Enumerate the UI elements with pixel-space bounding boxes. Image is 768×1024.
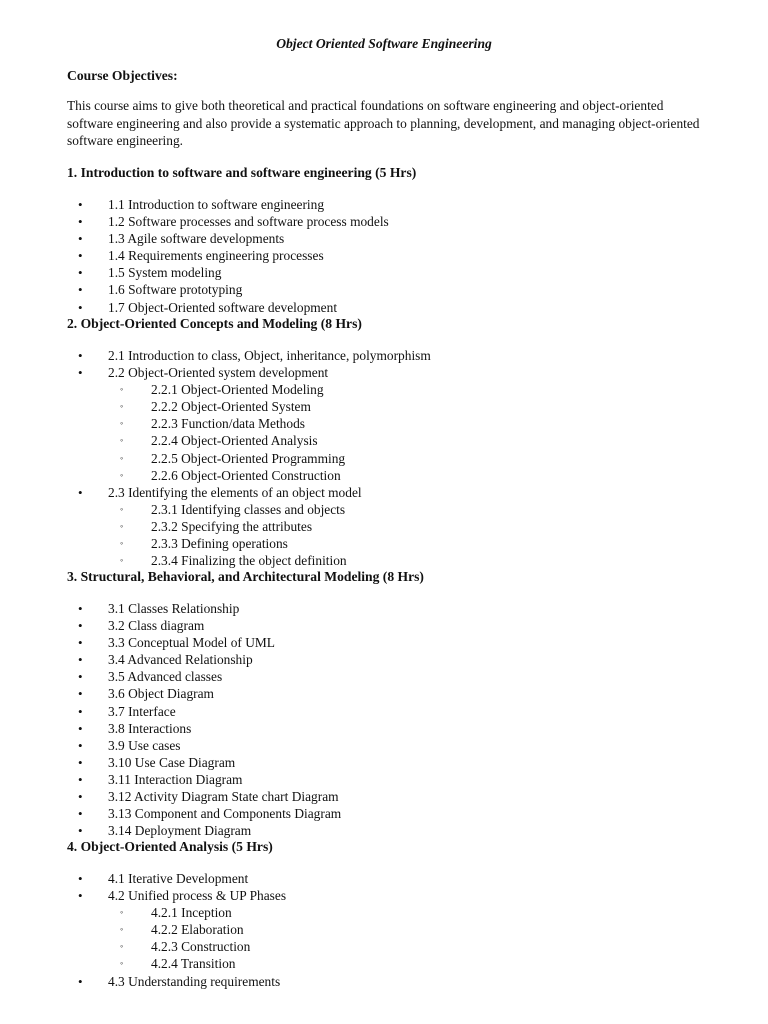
list-item-label: 4.3 Understanding requirements xyxy=(108,973,281,989)
bullet-icon: • xyxy=(78,248,83,264)
section-3 xyxy=(67,568,727,839)
bullet-icon: • xyxy=(78,214,83,230)
list-item-label: 1.2 Software processes and software process models xyxy=(108,214,389,230)
list-item xyxy=(67,788,727,805)
bullet-icon: • xyxy=(78,484,83,500)
sub-list-item xyxy=(67,398,727,415)
section-heading: 4. Object-Oriented Analysis (5 Hrs) xyxy=(67,839,273,854)
list-item-label: 3.4 Advanced Relationship xyxy=(108,652,253,668)
list-item-label: 3.7 Interface xyxy=(108,703,176,719)
sub-list-item-label: 4.2.1 Inception xyxy=(151,905,232,921)
list-item-label: 3.2 Class diagram xyxy=(108,618,205,634)
sub-list-item-label: 2.2.5 Object-Oriented Programming xyxy=(151,450,346,466)
bullet-icon: • xyxy=(78,789,83,805)
list-item-label: 3.14 Deployment Diagram xyxy=(108,823,252,839)
sub-list-item-label: 2.3.2 Specifying the attributes xyxy=(151,518,313,534)
sub-list-item xyxy=(67,955,727,972)
list-item xyxy=(67,600,727,617)
bullet-icon: • xyxy=(78,265,83,281)
section-item-list xyxy=(67,600,727,839)
circle-bullet-icon: ◦ xyxy=(120,924,124,935)
list-item-label: 1.5 System modeling xyxy=(108,265,222,281)
list-item-label: 3.10 Use Case Diagram xyxy=(108,754,236,770)
sub-list-item xyxy=(67,467,727,484)
bullet-icon: • xyxy=(78,888,83,904)
bullet-icon: • xyxy=(78,973,83,989)
sub-list-item xyxy=(67,415,727,432)
sub-list-item xyxy=(67,450,727,467)
list-item-label: 2.2 Object-Oriented system development xyxy=(108,365,329,381)
sub-list-item xyxy=(67,518,727,535)
sub-list-item-label: 2.3.3 Defining operations xyxy=(151,536,288,552)
section-4 xyxy=(67,838,727,990)
section-item-list xyxy=(67,347,727,569)
circle-bullet-icon: ◦ xyxy=(120,503,124,514)
bullet-icon: • xyxy=(78,231,83,247)
course-objectives-heading: Course Objectives: xyxy=(67,68,178,83)
circle-bullet-icon: ◦ xyxy=(120,435,124,446)
sub-list-item-label: 2.2.2 Object-Oriented System xyxy=(151,399,311,415)
section-item-list xyxy=(67,870,727,990)
bullet-icon: • xyxy=(78,703,83,719)
bullet-icon: • xyxy=(78,635,83,651)
list-item xyxy=(67,703,727,720)
list-item xyxy=(67,347,727,364)
list-item xyxy=(67,299,727,316)
list-item xyxy=(67,973,727,990)
list-item xyxy=(67,668,727,685)
list-item xyxy=(67,822,727,839)
circle-bullet-icon: ◦ xyxy=(120,418,124,429)
list-item xyxy=(67,247,727,264)
bullet-icon: • xyxy=(78,197,83,212)
list-item-label: 1.4 Requirements engineering processes xyxy=(108,248,324,264)
bullet-icon: • xyxy=(78,618,83,634)
bullet-icon: • xyxy=(78,823,83,839)
section-item-list xyxy=(67,196,727,316)
sub-list-item-label: 4.2.4 Transition xyxy=(151,956,236,972)
list-item xyxy=(67,737,727,754)
list-item-label: 1.7 Object-Oriented software development xyxy=(108,299,338,315)
list-item-label: 3.9 Use cases xyxy=(108,737,181,753)
list-item xyxy=(67,720,727,737)
list-item-label: 1.1 Introduction to software engineering xyxy=(108,197,325,212)
list-item-label: 3.5 Advanced classes xyxy=(108,669,223,685)
section-heading: 3. Structural, Behavioral, and Architectural Modeling (8 Hrs) xyxy=(67,569,424,584)
sub-list-item xyxy=(67,535,727,552)
section-heading: 2. Object-Oriented Concepts and Modeling (8 Hrs) xyxy=(67,316,362,331)
circle-bullet-icon: ◦ xyxy=(120,520,124,531)
section-heading: 1. Introduction to software and software engineering (5 Hrs) xyxy=(67,165,417,180)
sub-list-item-label: 4.2.2 Elaboration xyxy=(151,922,244,938)
sub-list-item xyxy=(67,904,727,921)
circle-bullet-icon: ◦ xyxy=(120,555,124,566)
list-item xyxy=(67,617,727,634)
course-objectives-paragraph: This course aims to give both theoretical and practical foundations on software engineering and object-oriented software engineering and also provide a systematic approach to planning, development, and managing object-oriented software engineering. xyxy=(67,98,700,148)
sub-list-item-label: 2.2.4 Object-Oriented Analysis xyxy=(151,433,318,449)
circle-bullet-icon: ◦ xyxy=(120,469,124,480)
bullet-icon: • xyxy=(78,686,83,702)
sub-list-item xyxy=(67,381,727,398)
list-item xyxy=(67,364,727,381)
list-item-label: 3.6 Object Diagram xyxy=(108,686,214,702)
document-title: Object Oriented Software Engineering xyxy=(276,36,492,51)
circle-bullet-icon: ◦ xyxy=(120,384,124,395)
list-item xyxy=(67,870,727,887)
circle-bullet-icon: ◦ xyxy=(120,958,124,969)
sub-list-item-label: 4.2.3 Construction xyxy=(151,939,251,955)
bullet-icon: • xyxy=(78,299,83,315)
circle-bullet-icon: ◦ xyxy=(120,941,124,952)
list-item xyxy=(67,213,727,230)
sub-list-item-label: 2.2.3 Function/data Methods xyxy=(151,416,305,432)
list-item xyxy=(67,685,727,702)
list-item-label: 3.12 Activity Diagram State chart Diagram xyxy=(108,789,339,805)
list-item-label: 4.2 Unified process & UP Phases xyxy=(108,888,287,904)
list-item xyxy=(67,196,727,213)
bullet-icon: • xyxy=(78,669,83,685)
circle-bullet-icon: ◦ xyxy=(120,907,124,918)
circle-bullet-icon: ◦ xyxy=(120,538,124,549)
circle-bullet-icon: ◦ xyxy=(120,452,124,463)
bullet-icon: • xyxy=(78,365,83,381)
sub-list-item-label: 2.3.1 Identifying classes and objects xyxy=(151,501,346,517)
sub-list-item-label: 2.2.1 Object-Oriented Modeling xyxy=(151,382,324,398)
list-item-label: 4.1 Iterative Development xyxy=(108,871,249,886)
bullet-icon: • xyxy=(78,737,83,753)
list-item xyxy=(67,754,727,771)
sub-list-item-label: 2.3.4 Finalizing the object definition xyxy=(151,553,347,569)
sub-list-item-label: 2.2.6 Object-Oriented Construction xyxy=(151,467,341,483)
list-item-label: 3.13 Component and Components Diagram xyxy=(108,806,342,822)
sub-list-item xyxy=(67,432,727,449)
list-item xyxy=(67,771,727,788)
list-item-label: 2.3 Identifying the elements of an object model xyxy=(108,484,362,500)
bullet-icon: • xyxy=(78,720,83,736)
section-1 xyxy=(67,164,727,316)
section-2 xyxy=(67,315,727,569)
sub-list-item xyxy=(67,501,727,518)
list-item xyxy=(67,887,727,904)
list-item-label: 1.3 Agile software developments xyxy=(108,231,285,247)
list-item xyxy=(67,805,727,822)
bullet-icon: • xyxy=(78,282,83,298)
sub-list-item xyxy=(67,938,727,955)
list-item xyxy=(67,634,727,651)
bullet-icon: • xyxy=(78,806,83,822)
sub-list-item xyxy=(67,921,727,938)
list-item-label: 2.1 Introduction to class, Object, inheritance, polymorphism xyxy=(108,348,431,363)
list-item-label: 3.8 Interactions xyxy=(108,720,192,736)
list-item xyxy=(67,484,727,501)
list-item-label: 3.1 Classes Relationship xyxy=(108,601,240,616)
bullet-icon: • xyxy=(78,601,83,616)
list-item-label: 3.11 Interaction Diagram xyxy=(108,771,243,787)
list-item xyxy=(67,230,727,247)
list-item xyxy=(67,651,727,668)
bullet-icon: • xyxy=(78,771,83,787)
list-item xyxy=(67,264,727,281)
list-item-label: 3.3 Conceptual Model of UML xyxy=(108,635,275,651)
list-item xyxy=(67,281,727,298)
bullet-icon: • xyxy=(78,348,83,363)
sub-list-item xyxy=(67,552,727,569)
circle-bullet-icon: ◦ xyxy=(120,401,124,412)
bullet-icon: • xyxy=(78,754,83,770)
bullet-icon: • xyxy=(78,652,83,668)
list-item-label: 1.6 Software prototyping xyxy=(108,282,243,298)
bullet-icon: • xyxy=(78,871,83,886)
